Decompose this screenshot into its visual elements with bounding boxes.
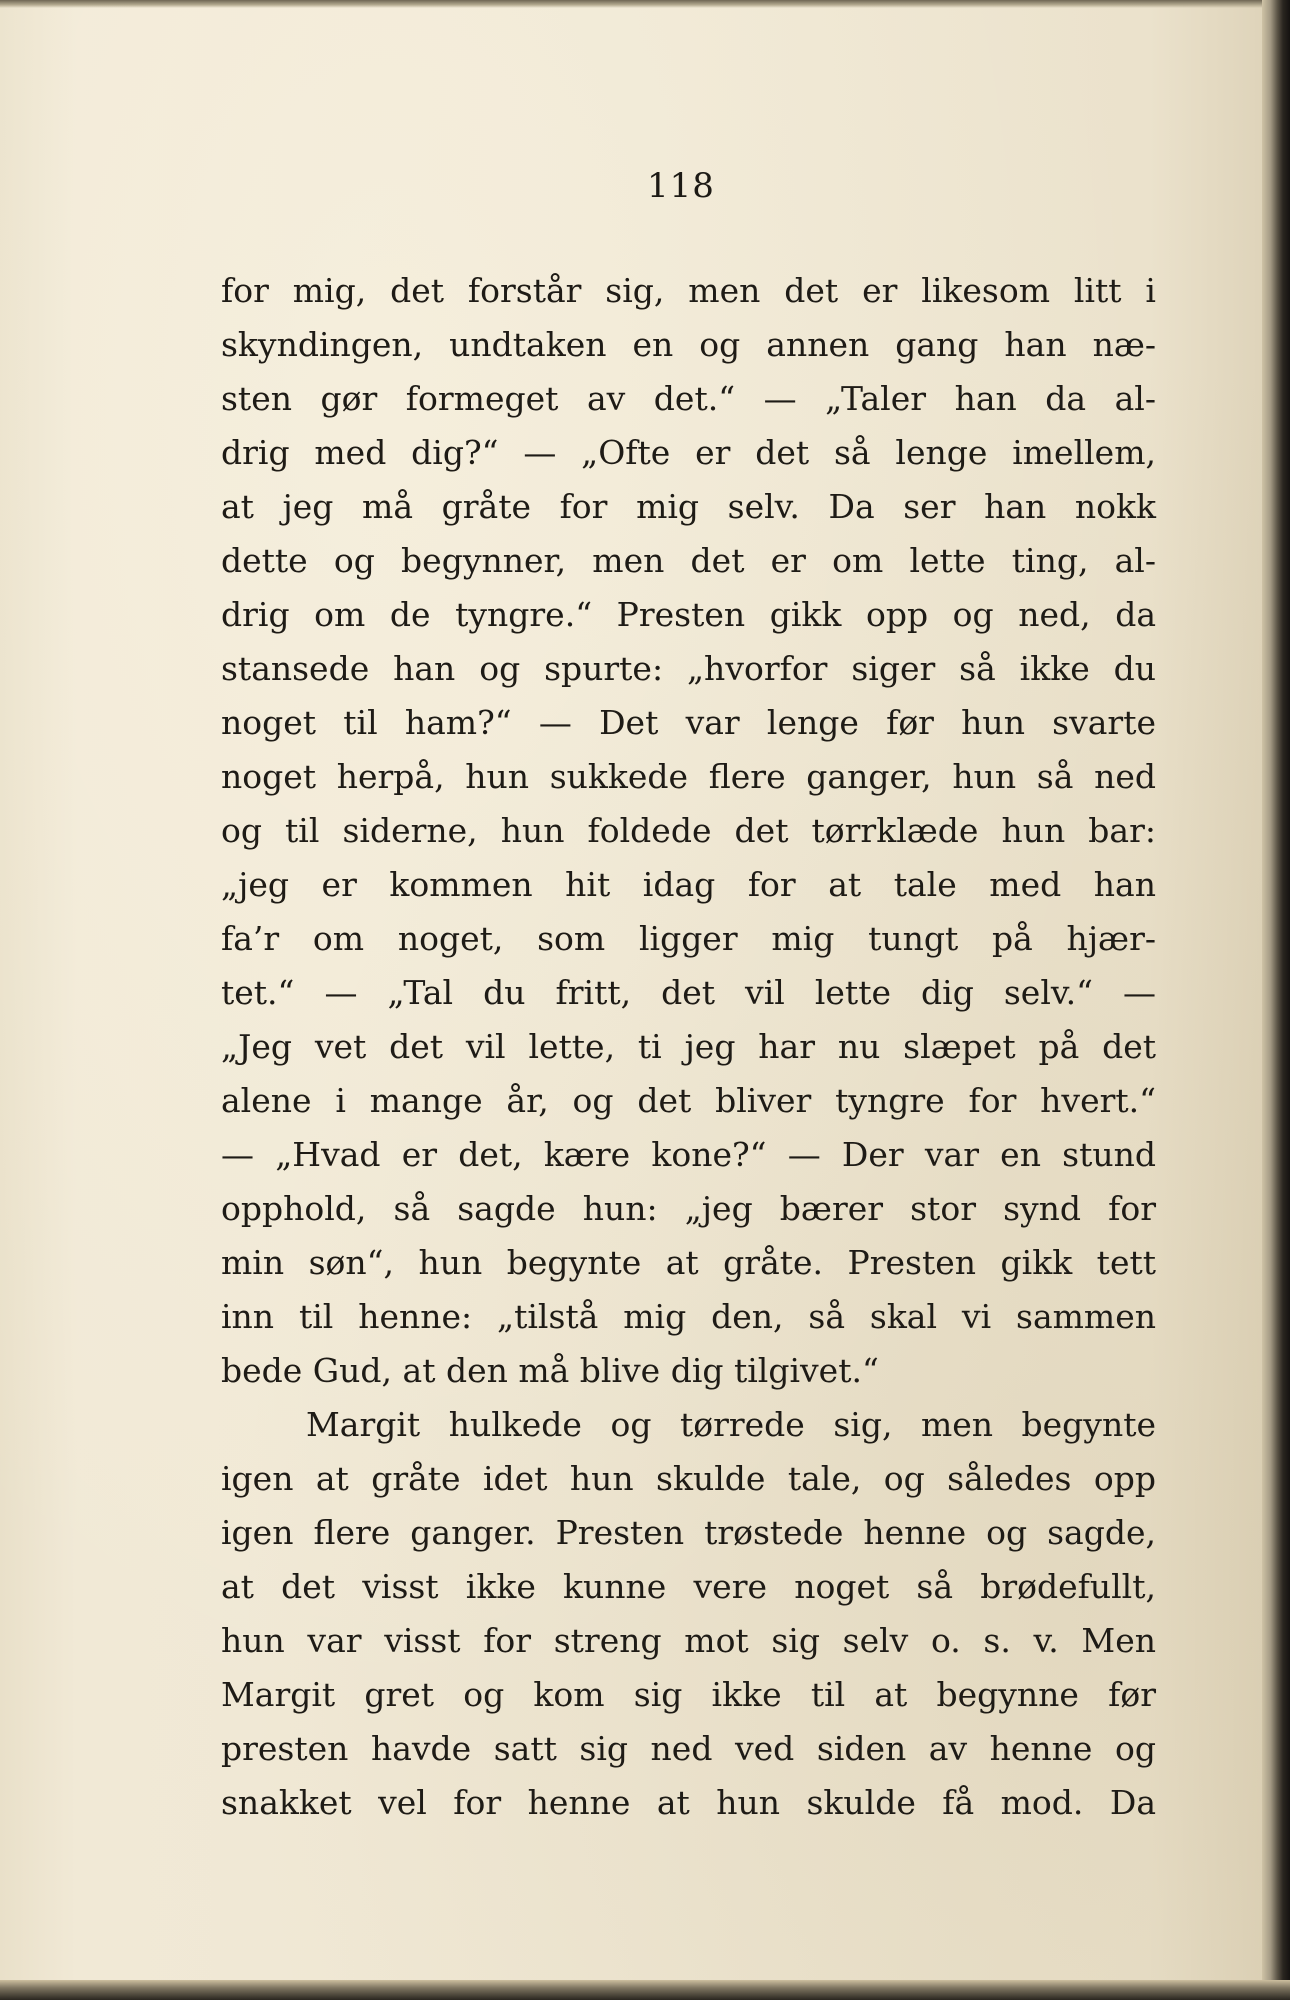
- text-line: skyndingen, undtaken en og annen gang han næ-: [221, 325, 1156, 364]
- text-line: igen at gråte idet hun skulde tale, og således opp: [221, 1459, 1156, 1498]
- text-line: snakket vel for henne at hun skulde få mod. Da: [221, 1783, 1156, 1822]
- text-line: — „Hvad er det, kære kone?“ — Der var en stund: [221, 1135, 1156, 1174]
- text-line: og til siderne, hun foldede det tørrklæde hun bar:: [221, 811, 1156, 850]
- top-page-edge: [0, 0, 1276, 8]
- text-line: alene i mange år, og det bliver tyngre for hvert.“: [221, 1081, 1156, 1120]
- text-line: igen flere ganger. Presten trøstede henne og sagde,: [221, 1513, 1156, 1552]
- text-line: noget til ham?“ — Det var lenge før hun svarte: [221, 703, 1156, 742]
- book-spine-shadow: [1262, 0, 1290, 2000]
- text-line: „Jeg vet det vil lette, ti jeg har nu slæpet på det: [221, 1027, 1156, 1066]
- paragraph-last-line: bede Gud, at den må blive dig tilgivet.“: [221, 1351, 879, 1390]
- text-line: hun var visst for streng mot sig selv o. s. v. Men: [221, 1621, 1156, 1660]
- text-line: min søn“, hun begynte at gråte. Presten gikk tett: [221, 1243, 1156, 1282]
- text-line: opphold, så sagde hun: „jeg bærer stor synd for: [221, 1189, 1156, 1228]
- text-line: stansede han og spurte: „hvorfor siger så ikke du: [221, 649, 1156, 688]
- text-line: presten havde satt sig ned ved siden av henne og: [221, 1729, 1156, 1768]
- page-number: 118: [647, 166, 715, 206]
- text-line: dette og begynner, men det er om lette ting, al-: [221, 541, 1156, 580]
- body-text: [221, 264, 1156, 1830]
- text-line: inn til henne: „tilstå mig den, så skal vi sammen: [221, 1297, 1156, 1336]
- text-line: noget herpå, hun sukkede flere ganger, hun så ned: [221, 757, 1156, 796]
- text-line: sten gør formeget av det.“ — „Taler han da al-: [221, 379, 1156, 418]
- text-line: drig med dig?“ — „Ofte er det så lenge imellem,: [221, 433, 1156, 472]
- text-line: „jeg er kommen hit idag for at tale med han: [221, 865, 1156, 904]
- text-line: fa’r om noget, som ligger mig tungt på hjær-: [221, 919, 1156, 958]
- text-line: at det visst ikke kunne vere noget så brødefullt,: [221, 1567, 1156, 1606]
- text-line: drig om de tyngre.“ Presten gikk opp og ned, da: [221, 595, 1156, 634]
- bottom-page-edge: [0, 1980, 1290, 2000]
- text-line: at jeg må gråte for mig selv. Da ser han nokk: [221, 487, 1156, 526]
- text-line: tet.“ — „Tal du fritt, det vil lette dig selv.“ —: [221, 973, 1156, 1012]
- text-line: for mig, det forstår sig, men det er likesom litt i: [221, 271, 1156, 310]
- text-line: Margit gret og kom sig ikke til at begynne før: [221, 1675, 1156, 1714]
- paragraph-first-line: Margit hulkede og tørrede sig, men begynte: [306, 1405, 1156, 1444]
